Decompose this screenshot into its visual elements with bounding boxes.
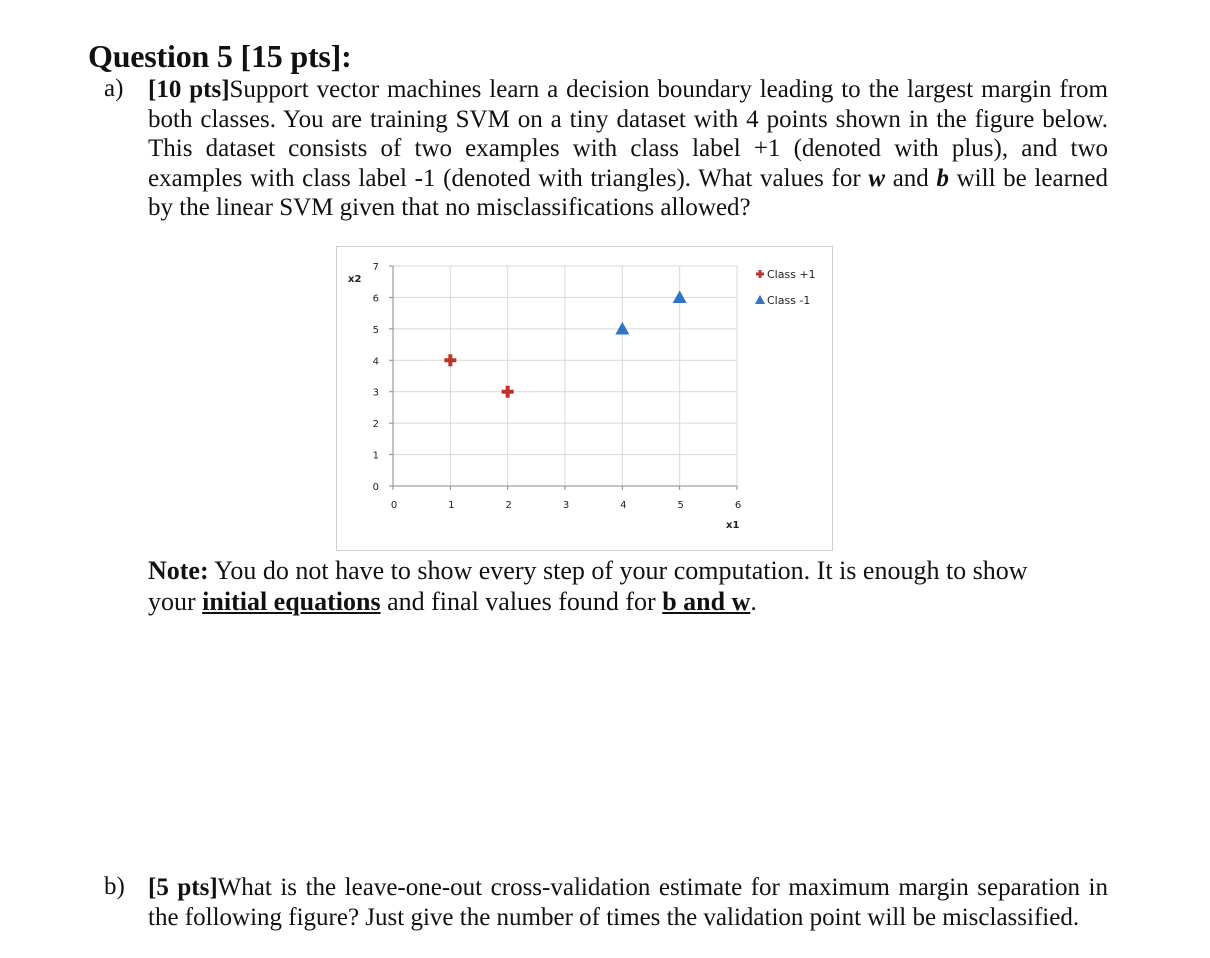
part-a-points: [10 pts]	[148, 76, 230, 103]
part-a-line-3: This dataset consists of two examples with class label +1 (denoted with plus), and two	[148, 135, 1108, 162]
y-tick-label: 1	[372, 450, 379, 462]
note-line-2: your initial equations and final values found for b and w.	[148, 587, 757, 616]
y-tick-label: 0	[372, 482, 379, 493]
chart-svg	[336, 246, 833, 551]
b-symbol: b	[936, 164, 949, 192]
part-b-line-2: the following figure? Just give the number of times the validation point will be misclassified.	[148, 903, 1080, 931]
part-b-points: [5 pts]	[148, 874, 218, 901]
chart-border	[337, 247, 833, 551]
y-tick-label: 4	[372, 356, 379, 368]
part-b-line-1: [5 pts]What is the leave-one-out cross-validation estimate for maximum margin separation in	[148, 874, 1109, 901]
part-a-line-2: both classes. You are training SVM on a tiny dataset with 4 points shown in the figure below.	[148, 105, 1108, 133]
note-line-1: Note: You do not have to show every step of your computation. It is enough to show	[148, 556, 1028, 585]
y-tick-label: 5	[372, 324, 379, 336]
x-tick-label: 0	[390, 500, 398, 511]
x-tick-label: 6	[734, 500, 742, 511]
part-a-line-5: by the linear SVM given that no misclassifications allowed?	[148, 194, 751, 221]
initial-equations-emphasis: initial equations	[202, 587, 381, 616]
x-axis-label: x1	[726, 520, 740, 531]
x-tick-label: 2	[505, 500, 512, 511]
w-symbol: w	[868, 164, 886, 192]
note-lead: Note:	[148, 556, 209, 585]
legend-label: Class +1	[767, 268, 816, 281]
x-tick-label: 3	[562, 500, 570, 511]
x-tick-label: 4	[620, 500, 627, 511]
y-axis-label: x2	[348, 274, 362, 285]
note-paragraph	[148, 555, 1108, 617]
part-a-line-1: [10 pts]Support vector machines learn a decision boundary leading to the largest margin from	[148, 76, 1109, 103]
x-tick-label: 5	[677, 500, 684, 511]
y-tick-label: 7	[372, 262, 379, 273]
b-and-w-emphasis: b and w	[662, 587, 751, 616]
part-a-line-4: examples with class label -1 (denoted with triangles). What values for w and b will be learned	[148, 164, 1108, 192]
svm-scatter-chart	[336, 246, 833, 551]
y-tick-label: 2	[372, 419, 379, 431]
x-tick-label: 1	[448, 500, 455, 511]
part-b-body	[148, 873, 1108, 932]
y-tick-label: 6	[372, 293, 379, 305]
part-b-label: b)	[104, 873, 125, 900]
part-a-label: a)	[104, 75, 124, 102]
y-tick-label: 3	[372, 387, 379, 399]
legend-label: Class -1	[767, 294, 811, 307]
question-title: Question 5 [15 pts]:	[88, 38, 352, 74]
part-a-body	[148, 75, 1108, 223]
